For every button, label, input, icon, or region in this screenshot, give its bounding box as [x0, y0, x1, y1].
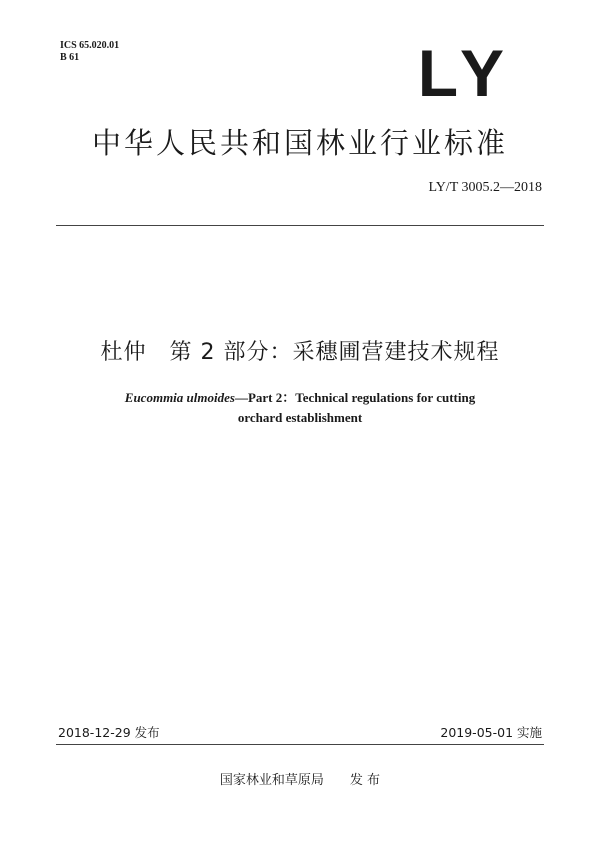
issue-date: 2018-12-29 发布: [58, 725, 160, 740]
header-divider: [56, 225, 544, 226]
title-english-line2: orchard establishment: [237, 410, 363, 425]
footer-divider: [56, 744, 544, 745]
ics-code: ICS 65.020.01: [60, 40, 120, 51]
implementation-date: 2019-05-01 实施: [440, 725, 542, 740]
ccs-code: B 61: [60, 52, 80, 63]
publisher-line: 国家林业和草原局 发 布: [219, 773, 381, 788]
title-english: [0, 388, 600, 428]
title-english-part: —Part 2：Technical regulations for cutting: [234, 390, 476, 405]
title-chinese: 杜仲 第 2 部分：采穗圃营建技术规程: [100, 340, 500, 365]
classification-codes: [60, 40, 119, 64]
title-english-line1: [0, 388, 600, 408]
scientific-name: Eucommia ulmoides: [124, 390, 235, 405]
standard-heading: 中华人民共和国林业行业标准: [91, 126, 508, 160]
standard-number: LY/T 3005.2—2018: [428, 180, 542, 195]
standard-logo: LY: [417, 36, 512, 110]
